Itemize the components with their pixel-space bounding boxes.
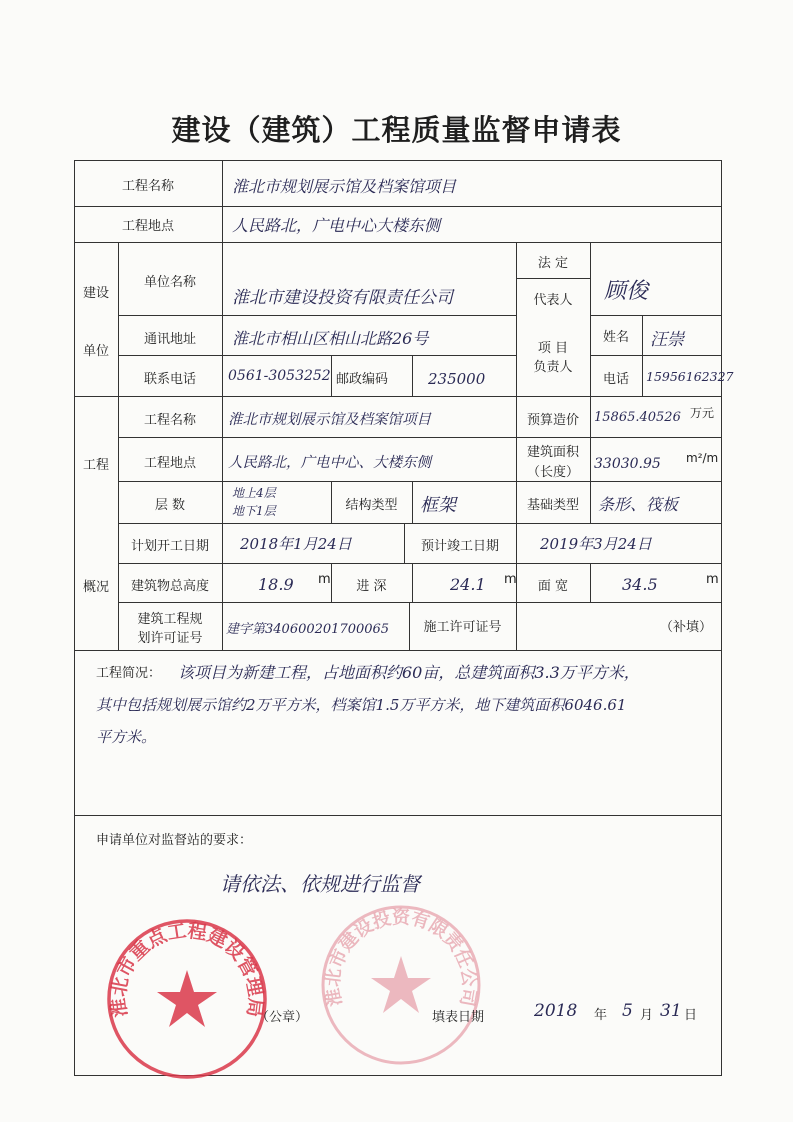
fill-day: 31 [660, 1001, 682, 1021]
divider [74, 396, 722, 397]
legal-rep-value: 顾俊 [604, 279, 649, 304]
fill-year: 2018 [534, 1001, 578, 1021]
divider [412, 563, 413, 602]
divider [118, 481, 722, 482]
divider [74, 650, 722, 651]
postcode-value: 235000 [428, 370, 486, 388]
divider [74, 206, 722, 207]
structure-value: 框架 [420, 495, 456, 516]
brief-line-1: 该项目为新建工程，占地面积约60亩，总建筑面积3.3万平方米， [178, 663, 640, 682]
seal-label: （公章） [256, 1010, 309, 1025]
divider [74, 815, 722, 816]
divider [412, 481, 413, 523]
divider [516, 278, 590, 279]
postcode-label: 邮政编码 [336, 372, 389, 387]
day-char: 日 [684, 1008, 698, 1023]
pm-name-value: 汪崇 [650, 330, 684, 350]
unit-name-value: 淮北市建设投资有限责任公司 [232, 288, 453, 308]
phone-value: 0561-3053252 [228, 368, 331, 384]
width-label: 面 宽 [537, 579, 569, 594]
width-value: 34.5 [622, 575, 658, 594]
width-unit: m [706, 572, 719, 587]
start-date-value: 2018年1月24日 [240, 535, 352, 553]
request-label: 申请单位对监督站的要求： [96, 833, 253, 848]
budget-label: 预算造价 [526, 413, 579, 428]
project-location-label: 工程地点 [121, 219, 174, 234]
stamp-left-text: 淮北市重点工程建设管理局 [107, 919, 267, 1019]
ov-name-value: 淮北市规划展示馆及档案馆项目 [228, 412, 431, 428]
year-char: 年 [594, 1008, 608, 1023]
fill-month: 5 [622, 1001, 633, 1021]
floors-line1: 地上4层 [232, 486, 276, 500]
height-value: 18.9 [258, 575, 294, 594]
brief-line-2: 其中包括规划展示馆约2万平方米，档案馆1.5万平方米，地下建筑面积6046.61 [96, 696, 627, 714]
ov-location-value: 人民路北，广电中心、大楼东侧 [228, 455, 431, 471]
builder-group-label-top: 建设 [82, 286, 109, 301]
end-date-label: 预计竣工日期 [420, 539, 499, 554]
construction-permit-note: （补填） [660, 620, 713, 635]
address-value: 淮北市相山区相山北路26号 [232, 329, 429, 348]
request-text: 请依法、依规进行监督 [220, 872, 420, 896]
foundation-value: 条形、筏板 [598, 495, 679, 514]
legal-rep-label-bottom: 代表人 [533, 293, 573, 308]
height-unit: m [318, 572, 331, 587]
divider [118, 355, 516, 356]
project-name-value: 淮北市规划展示馆及档案馆项目 [232, 177, 457, 196]
depth-value: 24.1 [450, 575, 486, 594]
address-label: 通讯地址 [143, 332, 196, 347]
divider [516, 523, 517, 563]
divider [516, 602, 517, 650]
ov-location-label: 工程地点 [143, 456, 196, 471]
divider [118, 315, 516, 316]
permit-value: 建字第340600201700065 [226, 622, 390, 637]
divider [74, 242, 722, 243]
divider [331, 355, 332, 396]
divider [222, 160, 223, 650]
month-char: 月 [640, 1008, 654, 1023]
divider [590, 563, 591, 602]
divider [590, 315, 722, 316]
start-date-label: 计划开工日期 [130, 539, 209, 554]
pm-name-label: 姓名 [602, 330, 629, 345]
divider [642, 315, 643, 396]
area-value: 33030.95 [594, 456, 661, 472]
divider [590, 396, 591, 523]
permit-label-line2: 划许可证号 [137, 631, 203, 646]
end-date-value: 2019年3月24日 [540, 535, 652, 553]
pm-label-top: 项 目 [537, 341, 569, 356]
floors-line2: 地下1层 [232, 504, 276, 518]
depth-unit: m [504, 572, 517, 587]
pm-label-bottom: 负责人 [533, 360, 573, 375]
ov-name-label: 工程名称 [143, 413, 196, 428]
foundation-label: 基础类型 [526, 498, 579, 513]
pm-phone-label: 电话 [602, 372, 629, 387]
permit-label-line1: 建筑工程规 [137, 612, 203, 627]
divider [118, 523, 722, 524]
overview-group-label-bottom: 概况 [82, 580, 109, 595]
project-name-label: 工程名称 [121, 179, 174, 194]
divider [118, 563, 722, 564]
project-location-value: 人民路北，广电中心大楼东侧 [232, 216, 441, 235]
height-label: 建筑物总高度 [130, 579, 209, 594]
pm-phone-value: 15956162327 [646, 369, 734, 384]
overview-group-label-top: 工程 [82, 458, 109, 473]
legal-rep-label-top: 法 定 [537, 256, 569, 271]
budget-unit: 万元 [690, 406, 715, 420]
divider [590, 355, 722, 356]
depth-label: 进 深 [356, 579, 387, 594]
budget-value: 15865.40526 [594, 410, 681, 425]
area-label-line1: 建筑面积 [526, 445, 579, 460]
builder-group-label-bottom: 单位 [82, 344, 109, 359]
phone-label: 联系电话 [143, 372, 196, 387]
divider [412, 355, 413, 396]
brief-label: 工程简况： [96, 666, 162, 681]
structure-label: 结构类型 [345, 498, 398, 513]
form-title: 建设（建筑）工程质量监督申请表 [171, 113, 622, 147]
construction-permit-label: 施工许可证号 [423, 620, 502, 635]
unit-name-label: 单位名称 [143, 275, 196, 290]
stamp-right-text: 淮北市建设投资有限责任公司 [322, 907, 480, 1008]
area-unit: m²/m [686, 451, 719, 465]
floors-label: 层 数 [154, 498, 186, 513]
divider [118, 437, 722, 438]
divider [118, 602, 722, 603]
fill-date-label: 填表日期 [432, 1010, 485, 1025]
area-label-line2: （长度） [526, 465, 579, 480]
brief-line-3: 平方米。 [96, 728, 157, 746]
